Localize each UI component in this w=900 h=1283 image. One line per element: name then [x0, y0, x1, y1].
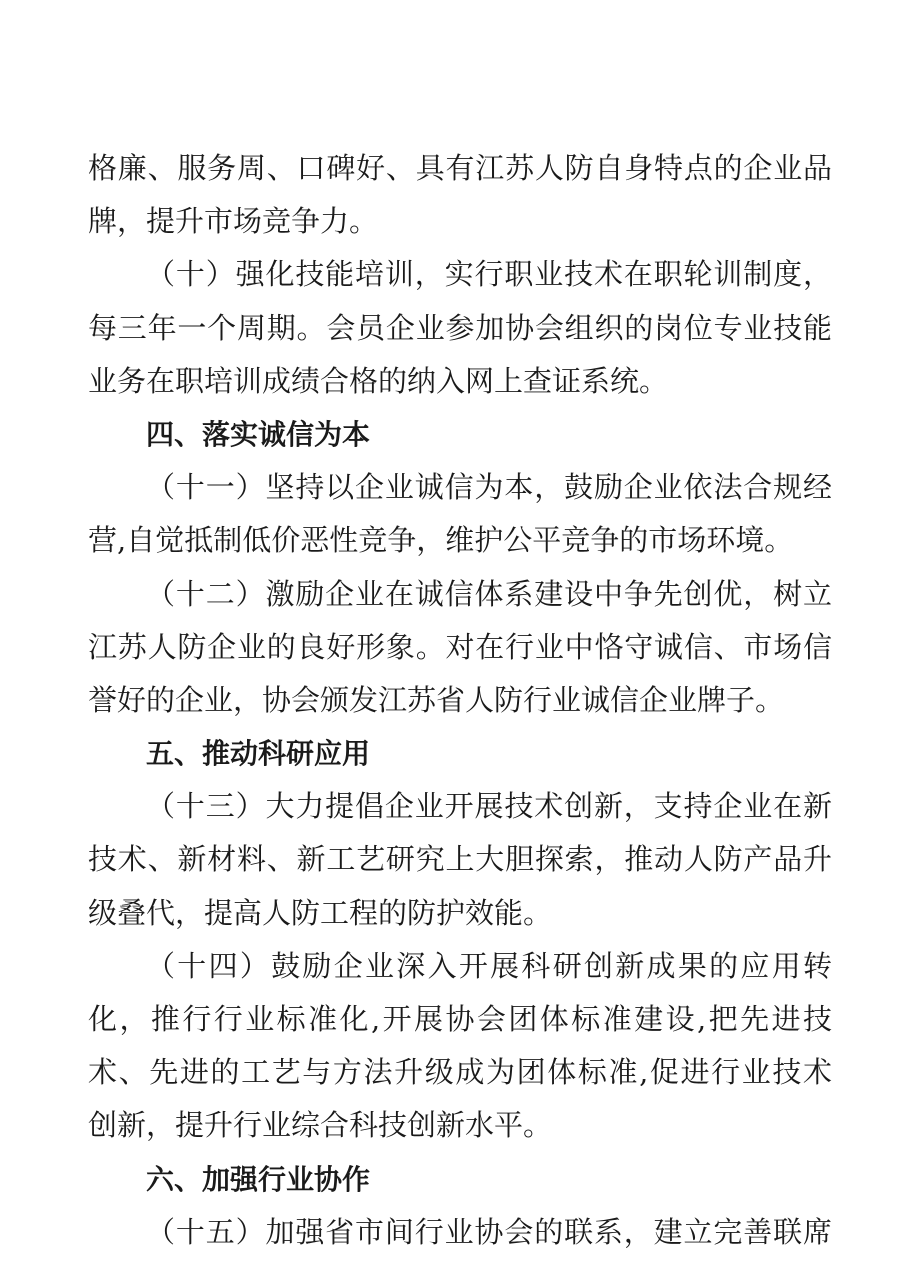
paragraph-line: 格廉、服务周、口碑好、具有江苏人防自身特点的企业品 [88, 151, 832, 185]
paragraph-line: （十二）激励企业在诚信体系建设中争先创优，树立 [146, 576, 832, 611]
paragraph-line: 营,自觉抵制低价恶性竞争，维护公平竞争的市场环境。 [88, 523, 794, 558]
paragraph-line: （十五）加强省市间行业协会的联系，建立完善联席 [146, 1214, 832, 1249]
section-heading-5: 五、推动科研应用 [146, 737, 371, 771]
paragraph-line: 牌，提升市场竞争力。 [88, 204, 379, 239]
paragraph-line: 每三年一个周期。会员企业参加协会组织的岗位专业技能 [88, 310, 832, 345]
paragraph-line: （十三）大力提倡企业开展技术创新，支持企业在新 [146, 789, 832, 824]
paragraph-line: （十一）坚持以企业诚信为本，鼓励企业依法合规经 [146, 470, 832, 505]
paragraph-line: 誉好的企业，协会颁发江苏省人防行业诚信企业牌子。 [88, 682, 785, 717]
paragraph-line: 江苏人防企业的良好形象。对在行业中恪守诚信、市场信 [88, 629, 832, 664]
paragraph-line: （十四）鼓励企业深入开展科研创新成果的应用转 [146, 948, 832, 983]
paragraph-line: 术、先进的工艺与方法升级成为团体标准,促进行业技术 [88, 1055, 832, 1090]
section-heading-4: 四、落实诚信为本 [146, 417, 371, 451]
paragraph-line: 技术、新材料、新工艺研究上大胆探索，推动人防产品升 [88, 842, 832, 877]
section-heading-6: 六、加强行业协作 [146, 1162, 371, 1196]
paragraph-line: （十）强化技能培训，实行职业技术在职轮训制度， [146, 257, 832, 292]
paragraph-line: 业务在职培训成绩合格的纳入网上查证系统。 [88, 363, 669, 398]
paragraph-line: 创新，提升行业综合科技创新水平。 [88, 1108, 553, 1143]
paragraph-line: 级叠代，提高人防工程的防护效能。 [88, 895, 553, 930]
document-body [88, 142, 832, 1259]
paragraph-line: 化，推行行业标准化,开展协会团体标准建设,把先进技 [88, 1002, 832, 1036]
